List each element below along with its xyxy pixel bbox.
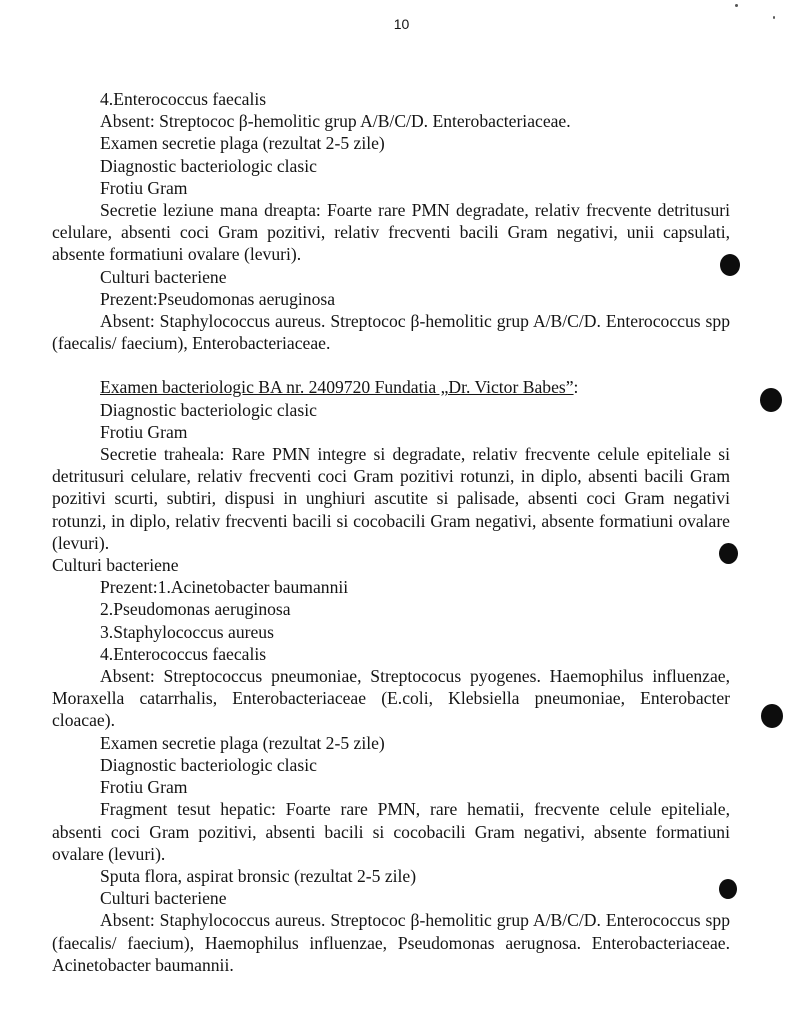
document-body: [52, 88, 730, 976]
text-line: Diagnostic bacteriologic clasic: [100, 754, 317, 775]
text-line: Sputa flora, aspirat bronsic (rezultat 2-5 zile): [100, 865, 417, 886]
text-line: Diagnostic bacteriologic clasic: [100, 155, 317, 176]
text-line: Culturi bacteriene: [100, 266, 227, 287]
text-line: Prezent:Pseudomonas aeruginosa: [100, 288, 336, 309]
text-line: Frotiu Gram: [100, 421, 188, 442]
text-line: 2.Pseudomonas aeruginosa: [100, 599, 291, 620]
text-line: 4.Enterococcus faecalis: [100, 643, 267, 664]
text-paragraph: Absent: Staphylococcus aureus. Streptococ β-hemolitic grup A/B/C/D. Enterococcus spp (faecalis/ faecium), Haemophilus influenzae, Pseudomonas aerugnosa. Enterobacteriaceae. Acinetobacter baumannii.: [52, 910, 730, 975]
text-line: Examen secretie plaga (rezultat 2-5 zile): [100, 133, 385, 154]
scan-speck: [773, 16, 775, 19]
punch-hole-mark: [719, 543, 738, 564]
text-line: Frotiu Gram: [100, 777, 188, 798]
text-paragraph: Secretie leziune mana dreapta: Foarte rare PMN degradate, relativ frecvente detritusuri celulare, absenti coci Gram pozitivi, relativ frecventi bacili Gram negativi, unii capsulati, absente formatiuni ovalare (levuri).: [52, 200, 730, 265]
text-line: Frotiu Gram: [100, 177, 188, 198]
punch-hole-mark: [719, 879, 737, 899]
section-heading: [52, 376, 730, 398]
text-paragraph: Absent: Streptococcus pneumoniae, Streptococus pyogenes. Haemophilus influenzae, Moraxella catarrhalis, Enterobacteriaceae (E.coli, Klebsiella pneumoniae, Enterobacter cloacae).: [52, 666, 730, 731]
text-line: 3.Staphylococcus aureus: [100, 621, 274, 642]
text-paragraph: Secretie traheala: Rare PMN integre si degradate, relativ frecvente celule epiteliale si detritusuri celulare, relativ frecventi coci Gram pozitivi rotunzi, in diplo, absenti bacili Gram pozitivi scurti, subtiri, dispusi in unghiuri ascutite si palisade, absenti coci Gram negativi rotunzi, in diplo, relativ frecventi bacili si cocobacili Gram negativi, absente formatiuni ovalare (levuri).: [52, 444, 730, 553]
text-line: Culturi bacteriene: [100, 888, 227, 909]
punch-hole-mark: [720, 254, 740, 276]
text-line: Absent: Streptococ β-hemolitic grup A/B/C/D. Enterobacteriaceae.: [100, 111, 571, 132]
punch-hole-mark: [760, 388, 782, 412]
text-line: Diagnostic bacteriologic clasic: [100, 399, 317, 420]
text-paragraph: Fragment tesut hepatic: Foarte rare PMN, rare hematii, frecvente celule epiteliale, absenti coci Gram pozitivi, absenti bacili si cocobacili Gram negativi, absente formatiuni ovalare (levuri).: [52, 799, 730, 864]
text-line: 4.Enterococcus faecalis: [100, 89, 267, 109]
scan-speck: [735, 4, 738, 7]
text-line: Prezent:1.Acinetobacter baumannii: [100, 577, 349, 598]
punch-hole-mark: [761, 704, 783, 728]
text-line: Examen secretie plaga (rezultat 2-5 zile): [100, 732, 385, 753]
text-line: Culturi bacteriene: [52, 555, 179, 576]
text-paragraph: Absent: Staphylococcus aureus. Streptococ β-hemolitic grup A/B/C/D. Enterococcus spp (faecalis/ faecium), Enterobacteriaceae.: [52, 311, 730, 354]
section-heading-colon: :: [573, 377, 579, 398]
section-heading-text: Examen bacteriologic BA nr. 2409720 Fundatia „Dr. Victor Babes”: [100, 377, 574, 398]
page-number: 10: [393, 16, 410, 32]
